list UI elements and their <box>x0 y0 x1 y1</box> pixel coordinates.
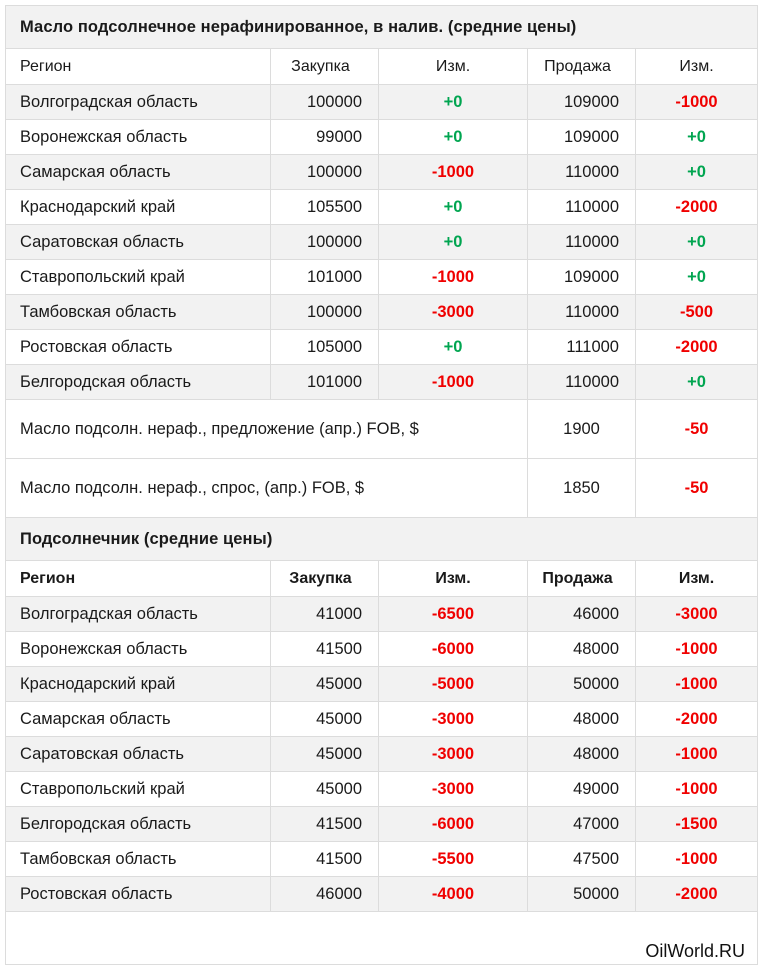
table-row <box>6 597 758 632</box>
table-row <box>6 190 758 225</box>
row-sale-price: 110000 <box>528 190 636 225</box>
row-sale-change: -1000 <box>636 772 758 807</box>
row-purchase-change: +0 <box>379 120 528 155</box>
fob-label: Масло подсолн. нераф., предложение (апр.) FOB, $ <box>6 400 528 459</box>
row-purchase-change: -1000 <box>379 155 528 190</box>
footer-row <box>6 912 758 965</box>
row-purchase-change: -4000 <box>379 877 528 912</box>
row-sale-price: 109000 <box>528 85 636 120</box>
row-purchase-price: 41500 <box>271 842 379 877</box>
row-purchase-change: -6500 <box>379 597 528 632</box>
row-purchase-change: -1000 <box>379 365 528 400</box>
row-purchase-price: 46000 <box>271 877 379 912</box>
row-purchase-change: -3000 <box>379 772 528 807</box>
row-purchase-price: 45000 <box>271 772 379 807</box>
row-purchase-price: 41500 <box>271 807 379 842</box>
row-sale-change: -1000 <box>636 85 758 120</box>
column-header-sale: Продажа <box>528 561 636 597</box>
table-row <box>6 772 758 807</box>
table-row <box>6 120 758 155</box>
row-purchase-price: 100000 <box>271 295 379 330</box>
row-sale-price: 50000 <box>528 877 636 912</box>
row-purchase-change: -3000 <box>379 702 528 737</box>
row-purchase-price: 101000 <box>271 365 379 400</box>
column-header-region: Регион <box>6 561 271 597</box>
row-purchase-price: 100000 <box>271 85 379 120</box>
row-purchase-price: 100000 <box>271 225 379 260</box>
column-header-purchase: Закупка <box>271 49 379 85</box>
row-sale-change: -2000 <box>636 330 758 365</box>
row-purchase-price: 101000 <box>271 260 379 295</box>
footer-cell <box>6 912 758 965</box>
row-sale-price: 48000 <box>528 702 636 737</box>
row-sale-price: 110000 <box>528 155 636 190</box>
row-region: Воронежская область <box>6 120 271 155</box>
table-row <box>6 225 758 260</box>
row-sale-change: -3000 <box>636 597 758 632</box>
fob-value: 1850 <box>528 459 636 518</box>
section-title: Подсолнечник (средние цены) <box>6 518 758 561</box>
row-sale-price: 47500 <box>528 842 636 877</box>
table-row <box>6 632 758 667</box>
row-sale-change: +0 <box>636 260 758 295</box>
table-row <box>6 85 758 120</box>
column-header-sale: Продажа <box>528 49 636 85</box>
row-sale-change: -2000 <box>636 877 758 912</box>
row-sale-change: +0 <box>636 155 758 190</box>
table-row <box>6 260 758 295</box>
row-region: Саратовская область <box>6 225 271 260</box>
row-purchase-price: 45000 <box>271 667 379 702</box>
row-region: Самарская область <box>6 155 271 190</box>
row-sale-change: -2000 <box>636 702 758 737</box>
row-region: Краснодарский край <box>6 190 271 225</box>
row-purchase-change: -6000 <box>379 807 528 842</box>
fob-row <box>6 400 758 459</box>
row-sale-change: -1000 <box>636 632 758 667</box>
row-purchase-change: +0 <box>379 225 528 260</box>
row-region: Краснодарский край <box>6 667 271 702</box>
row-region: Ростовская область <box>6 877 271 912</box>
column-header-purchase: Закупка <box>271 561 379 597</box>
column-header-region: Регион <box>6 49 271 85</box>
row-sale-price: 46000 <box>528 597 636 632</box>
row-sale-change: +0 <box>636 120 758 155</box>
column-header-row <box>6 49 758 85</box>
row-sale-price: 111000 <box>528 330 636 365</box>
row-region: Ставропольский край <box>6 260 271 295</box>
row-region: Воронежская область <box>6 632 271 667</box>
row-sale-change: -2000 <box>636 190 758 225</box>
row-region: Белгородская область <box>6 807 271 842</box>
row-purchase-change: -3000 <box>379 737 528 772</box>
row-purchase-change: -6000 <box>379 632 528 667</box>
row-purchase-price: 41500 <box>271 632 379 667</box>
row-sale-price: 109000 <box>528 260 636 295</box>
row-region: Белгородская область <box>6 365 271 400</box>
row-region: Ставропольский край <box>6 772 271 807</box>
fob-label: Масло подсолн. нераф., спрос, (апр.) FOB, $ <box>6 459 528 518</box>
fob-value: 1900 <box>528 400 636 459</box>
row-purchase-price: 100000 <box>271 155 379 190</box>
row-region: Самарская область <box>6 702 271 737</box>
price-table-body <box>6 6 758 965</box>
row-sale-change: -500 <box>636 295 758 330</box>
row-sale-change: -1000 <box>636 842 758 877</box>
row-sale-price: 110000 <box>528 225 636 260</box>
row-sale-change: +0 <box>636 225 758 260</box>
row-sale-price: 48000 <box>528 632 636 667</box>
section-title: Масло подсолнечное нерафинированное, в налив. (средние цены) <box>6 6 758 49</box>
column-header-sale-change: Изм. <box>636 49 758 85</box>
table-row <box>6 155 758 190</box>
table-row <box>6 365 758 400</box>
row-region: Волгоградская область <box>6 597 271 632</box>
row-purchase-change: -5500 <box>379 842 528 877</box>
table-row <box>6 842 758 877</box>
column-header-row <box>6 561 758 597</box>
fob-change: -50 <box>636 400 758 459</box>
row-purchase-price: 105000 <box>271 330 379 365</box>
table-row <box>6 330 758 365</box>
row-purchase-change: -5000 <box>379 667 528 702</box>
table-row <box>6 667 758 702</box>
row-sale-change: -1500 <box>636 807 758 842</box>
row-purchase-change: -1000 <box>379 260 528 295</box>
column-header-purchase-change: Изм. <box>379 561 528 597</box>
row-sale-price: 47000 <box>528 807 636 842</box>
row-region: Саратовская область <box>6 737 271 772</box>
row-region: Волгоградская область <box>6 85 271 120</box>
table-row <box>6 877 758 912</box>
row-purchase-change: +0 <box>379 190 528 225</box>
row-region: Тамбовская область <box>6 295 271 330</box>
table-row <box>6 702 758 737</box>
row-sale-change: -1000 <box>636 667 758 702</box>
column-header-sale-change: Изм. <box>636 561 758 597</box>
row-sale-price: 49000 <box>528 772 636 807</box>
section-title-row <box>6 518 758 561</box>
row-sale-price: 110000 <box>528 295 636 330</box>
row-sale-change: +0 <box>636 365 758 400</box>
row-purchase-change: +0 <box>379 85 528 120</box>
row-purchase-price: 99000 <box>271 120 379 155</box>
row-sale-price: 48000 <box>528 737 636 772</box>
row-purchase-price: 105500 <box>271 190 379 225</box>
row-sale-price: 110000 <box>528 365 636 400</box>
row-sale-price: 50000 <box>528 667 636 702</box>
fob-row <box>6 459 758 518</box>
table-row <box>6 737 758 772</box>
row-purchase-price: 45000 <box>271 737 379 772</box>
source-watermark: OilWorld.RU <box>645 941 746 961</box>
row-region: Тамбовская область <box>6 842 271 877</box>
row-sale-price: 109000 <box>528 120 636 155</box>
column-header-purchase-change: Изм. <box>379 49 528 85</box>
row-purchase-price: 41000 <box>271 597 379 632</box>
table-row <box>6 295 758 330</box>
row-region: Ростовская область <box>6 330 271 365</box>
row-purchase-price: 45000 <box>271 702 379 737</box>
row-sale-change: -1000 <box>636 737 758 772</box>
section-title-row <box>6 6 758 49</box>
row-purchase-change: -3000 <box>379 295 528 330</box>
price-tables <box>5 5 758 965</box>
fob-change: -50 <box>636 459 758 518</box>
table-row <box>6 807 758 842</box>
row-purchase-change: +0 <box>379 330 528 365</box>
